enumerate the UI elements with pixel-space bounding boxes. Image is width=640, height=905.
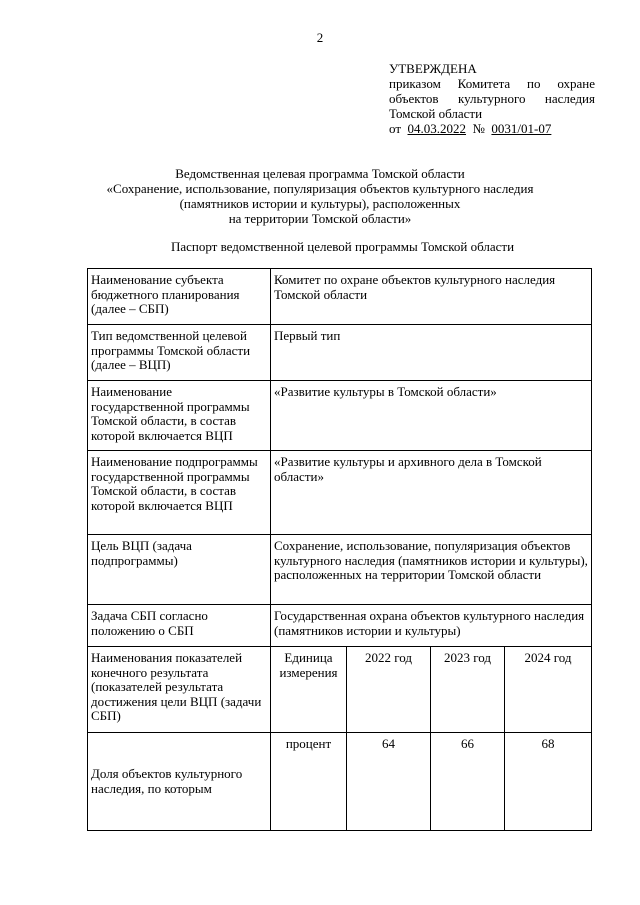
year-header-2024: 2024 год bbox=[505, 647, 592, 733]
row-value: Сохранение, использование, популяризация объектов культурного наследия (памятников истории и культуры), расположенных на территории Томской области bbox=[271, 535, 592, 605]
approval-block bbox=[389, 61, 595, 136]
table-row bbox=[88, 269, 592, 325]
approval-line-2: объектов культурного наследия bbox=[389, 91, 595, 106]
indicator-unit: процент bbox=[271, 733, 347, 831]
number-sign: № bbox=[472, 121, 485, 136]
program-title-line-1: Ведомственная целевая программа Томской области bbox=[175, 166, 465, 181]
row-value: «Развитие культуры в Томской области» bbox=[271, 381, 592, 451]
indicator-value-2023: 66 bbox=[431, 733, 505, 831]
passport-table bbox=[87, 268, 592, 831]
indicator-value-2022: 64 bbox=[347, 733, 431, 831]
unit-header: Единица измерения bbox=[271, 647, 347, 733]
row-value: Комитет по охране объектов культурного наследия Томской области bbox=[271, 269, 592, 325]
approval-line-3: Томской области bbox=[389, 106, 483, 121]
passport-title: Паспорт ведомственной целевой программы Томской области bbox=[170, 239, 515, 254]
row-value: Первый тип bbox=[271, 325, 592, 381]
row-label: Наименование субъекта бюджетного планирования (далее – СБП) bbox=[88, 269, 271, 325]
table-row bbox=[88, 535, 592, 605]
from-label: от bbox=[389, 121, 402, 136]
approval-order-line bbox=[389, 121, 595, 136]
row-label: Задача СБП согласно положению о СБП bbox=[88, 605, 271, 647]
table-row bbox=[88, 381, 592, 451]
approval-heading: УТВЕРЖДЕНА bbox=[389, 61, 477, 76]
indicators-header-row bbox=[88, 647, 592, 733]
table-row bbox=[88, 325, 592, 381]
indicators-label: Наименования показателей конечного результата (показателей результата достижения цели ВЦП (задачи СБП) bbox=[88, 647, 271, 733]
row-label: Цель ВЦП (задача подпрограммы) bbox=[88, 535, 271, 605]
year-header-2023: 2023 год bbox=[431, 647, 505, 733]
approval-line-1: приказом Комитета по охране bbox=[389, 76, 595, 91]
row-label: Наименование государственной программы Томской области, в состав которой включается ВЦП bbox=[88, 381, 271, 451]
table-row bbox=[88, 451, 592, 535]
program-title bbox=[60, 166, 580, 226]
order-date: 04.03.2022 bbox=[407, 121, 467, 136]
indicator-name: Доля объектов культурного наследия, по которым bbox=[88, 733, 271, 831]
program-title-line-3: (памятников истории и культуры), расположенных bbox=[179, 196, 461, 211]
indicator-value-2024: 68 bbox=[505, 733, 592, 831]
table-row bbox=[88, 605, 592, 647]
page-number: 2 bbox=[316, 30, 324, 45]
program-title-line-4: на территории Томской области» bbox=[228, 211, 412, 226]
year-header-2022: 2022 год bbox=[347, 647, 431, 733]
row-value: «Развитие культуры и архивного дела в Томской области» bbox=[271, 451, 592, 535]
row-label: Тип ведомственной целевой программы Томской области (далее – ВЦП) bbox=[88, 325, 271, 381]
indicator-row bbox=[88, 733, 592, 831]
row-value: Государственная охрана объектов культурного наследия (памятников истории и культуры) bbox=[271, 605, 592, 647]
row-label: Наименование подпрограммы государственной программы Томской области, в состав которой включается ВЦП bbox=[88, 451, 271, 535]
order-number: 0031/01-07 bbox=[491, 121, 552, 136]
program-title-line-2: «Сохранение, использование, популяризация объектов культурного наследия bbox=[106, 181, 534, 196]
